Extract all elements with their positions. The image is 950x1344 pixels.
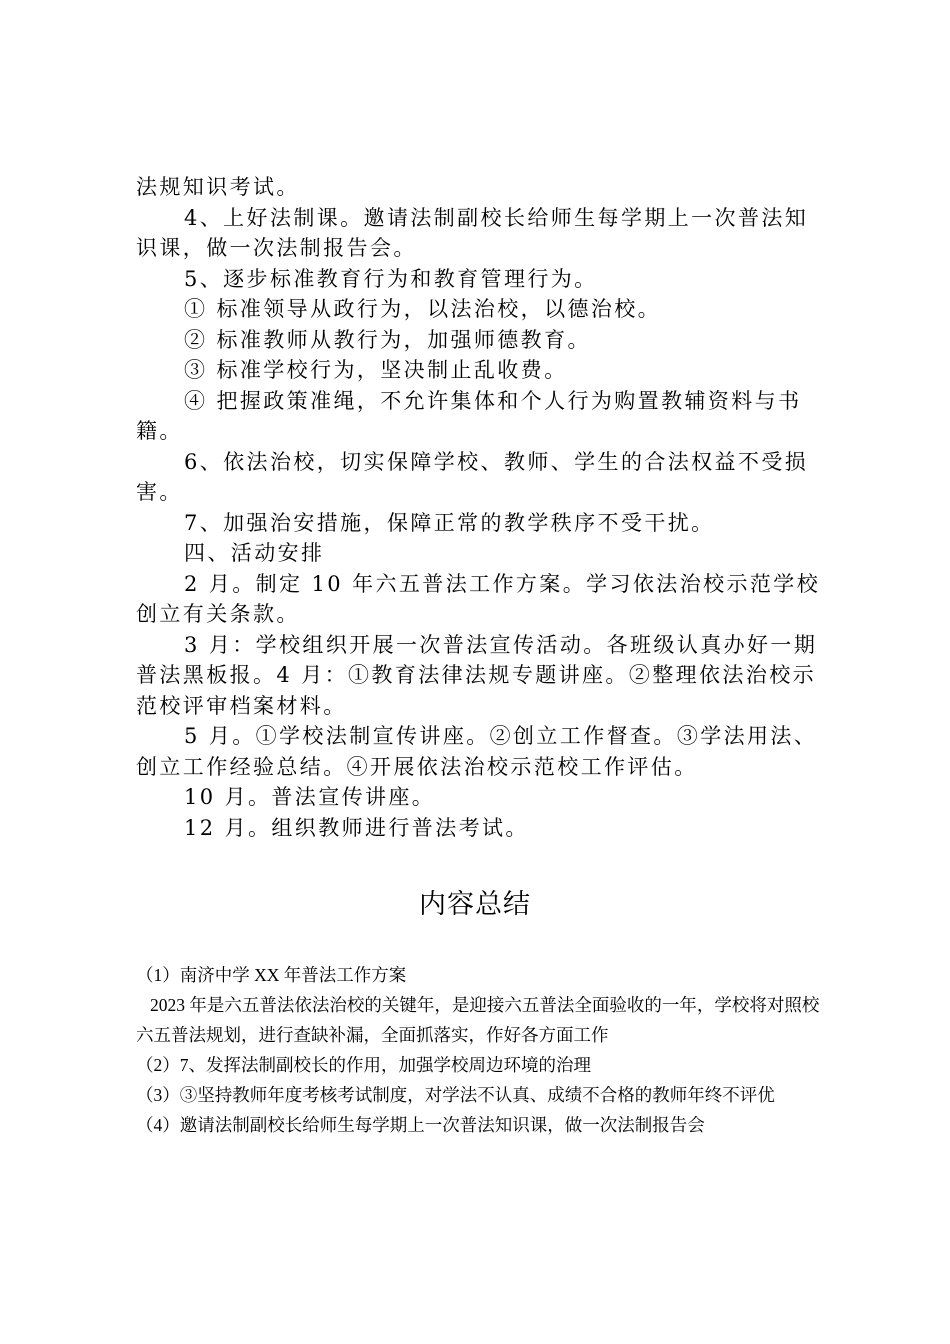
summary-item: （2）7、发挥法制副校长的作用，加强学校周边环境的治理: [136, 1055, 591, 1075]
summary-item: （3）③坚持教师年度考核考试制度，对学法不认真、成绩不合格的教师年终不评优: [136, 1085, 775, 1105]
paragraph: 法规知识考试。: [136, 175, 300, 199]
paragraph: 4、上好法制课。邀请法制副校长给师生每学期上一次普法知识课，做一次法制报告会。: [136, 205, 809, 260]
paragraph: 5 月。①学校法制宣传讲座。②创立工作督查。③学法用法、创立工作经验总结。④开展依法治校示范校工作评估。: [136, 724, 818, 779]
paragraph: ④ 把握政策准绳，不允许集体和个人行为购置教辅资料与书籍。: [136, 388, 802, 443]
section-heading: 四、活动安排: [184, 541, 325, 565]
paragraph: 5、逐步标准教育行为和教育管理行为。: [184, 266, 598, 291]
paragraph: 10 月。普法宣传讲座。: [184, 785, 436, 809]
summary-section: [136, 960, 826, 1140]
paragraph: ③ 标准学校行为，坚决制止乱收费。: [184, 358, 568, 382]
paragraph: 12 月。组织教师进行普法考试。: [184, 815, 529, 840]
paragraph: ② 标准教师从教行为，加强师德教育。: [184, 327, 591, 352]
summary-item: 2023 年是六五普法依法治校的关键年，是迎接六五普法全面验收的一年，学校将对照校六五普法规划，进行查缺补漏，全面抓落实，作好各方面工作: [136, 995, 820, 1045]
body-text: [136, 172, 826, 843]
summary-title: 内容总结: [419, 889, 531, 919]
paragraph: ① 标准领导从政行为，以法治校，以德治校。: [184, 297, 662, 321]
paragraph: 3 月：学校组织开展一次普法宣传活动。各班级认真办好一期普法黑板报。4 月：①教育法律法规专题讲座。②整理依法治校示范校评审档案材料。: [136, 632, 818, 718]
paragraph: 2 月。制定 10 年六五普法工作方案。学习依法治校示范学校创立有关条款。: [136, 571, 821, 626]
summary-item: （4）邀请法制副校长给师生每学期上一次普法知识课，做一次法制报告会: [136, 1115, 705, 1135]
paragraph: 7、加强治安措施，保障正常的教学秩序不受干扰。: [184, 510, 715, 535]
paragraph: 6、依法治校，切实保障学校、教师、学生的合法权益不受损害。: [136, 449, 809, 504]
summary-item: （1）南济中学 XX 年普法工作方案: [136, 965, 407, 985]
